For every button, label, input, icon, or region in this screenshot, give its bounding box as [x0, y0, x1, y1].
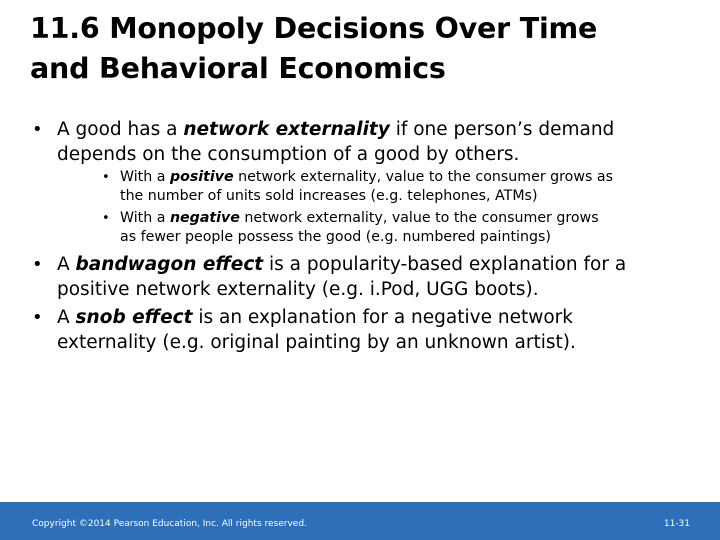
bullet-snob-effect	[57, 305, 707, 355]
sub-bullet-lead: With a	[120, 169, 170, 185]
bullet-text: is a popularity-based explanation for a	[263, 254, 627, 275]
sub-bullet-line-2: the number of units sold increases (e.g. telephones, ATMs)	[120, 188, 538, 204]
bullet-line-2: positive network externality (e.g. i.Pod, UGG boots).	[57, 279, 539, 300]
bullet-dot-bandwagon: •	[32, 254, 43, 275]
bullet-line-1	[57, 117, 707, 142]
sub-bullet-line-2: as fewer people possess the good (e.g. numbered paintings)	[120, 229, 551, 245]
sub-bullet-term: positive	[169, 169, 234, 185]
copyright-notice: Copyright ©2014 Pearson Education, Inc. All rights reserved.	[32, 519, 307, 529]
slide-title-line-2: and Behavioral Economics	[30, 52, 446, 85]
slide-number: 11-31	[663, 519, 690, 529]
sub-bullet-text: network externality, value to the consumer grows as	[233, 169, 613, 185]
footer-bar	[0, 502, 720, 540]
bullet-lead: A	[57, 254, 76, 275]
bullet-term: bandwagon effect	[75, 254, 264, 275]
bullet-text: is an explanation for a negative network	[192, 307, 573, 328]
sub-bullet-line-1	[120, 209, 710, 228]
bullet-line-1	[57, 305, 707, 330]
sub-bullet-dot-positive: •	[102, 170, 110, 185]
bullet-dot-network: •	[32, 119, 43, 140]
sub-bullet-term: negative	[169, 210, 240, 226]
bullet-dot-snob: •	[32, 307, 43, 328]
bullet-lead: A good has a	[57, 119, 184, 140]
bullet-line-1	[57, 252, 707, 277]
sub-bullet-text: network externality, value to the consumer grows	[239, 210, 599, 226]
bullet-term: network externality	[183, 119, 390, 140]
bullet-line-2: externality (e.g. original painting by an unknown artist).	[57, 332, 576, 353]
sub-bullet-line-1	[120, 168, 710, 187]
bullet-text: if one person’s demand	[389, 119, 615, 140]
bullet-line-2: depends on the consumption of a good by others.	[57, 144, 520, 165]
bullet-network-externality	[57, 117, 707, 167]
sub-bullet-positive	[120, 168, 710, 206]
sub-bullet-lead: With a	[120, 210, 170, 226]
bullet-bandwagon-effect	[57, 252, 707, 302]
bullet-term: snob effect	[75, 307, 193, 328]
slide-title	[30, 9, 710, 89]
bullet-lead: A	[57, 307, 76, 328]
sub-bullet-negative	[120, 209, 710, 247]
sub-bullet-dot-negative: •	[102, 211, 110, 226]
slide-title-line-1: 11.6 Monopoly Decisions Over Time	[30, 12, 598, 45]
